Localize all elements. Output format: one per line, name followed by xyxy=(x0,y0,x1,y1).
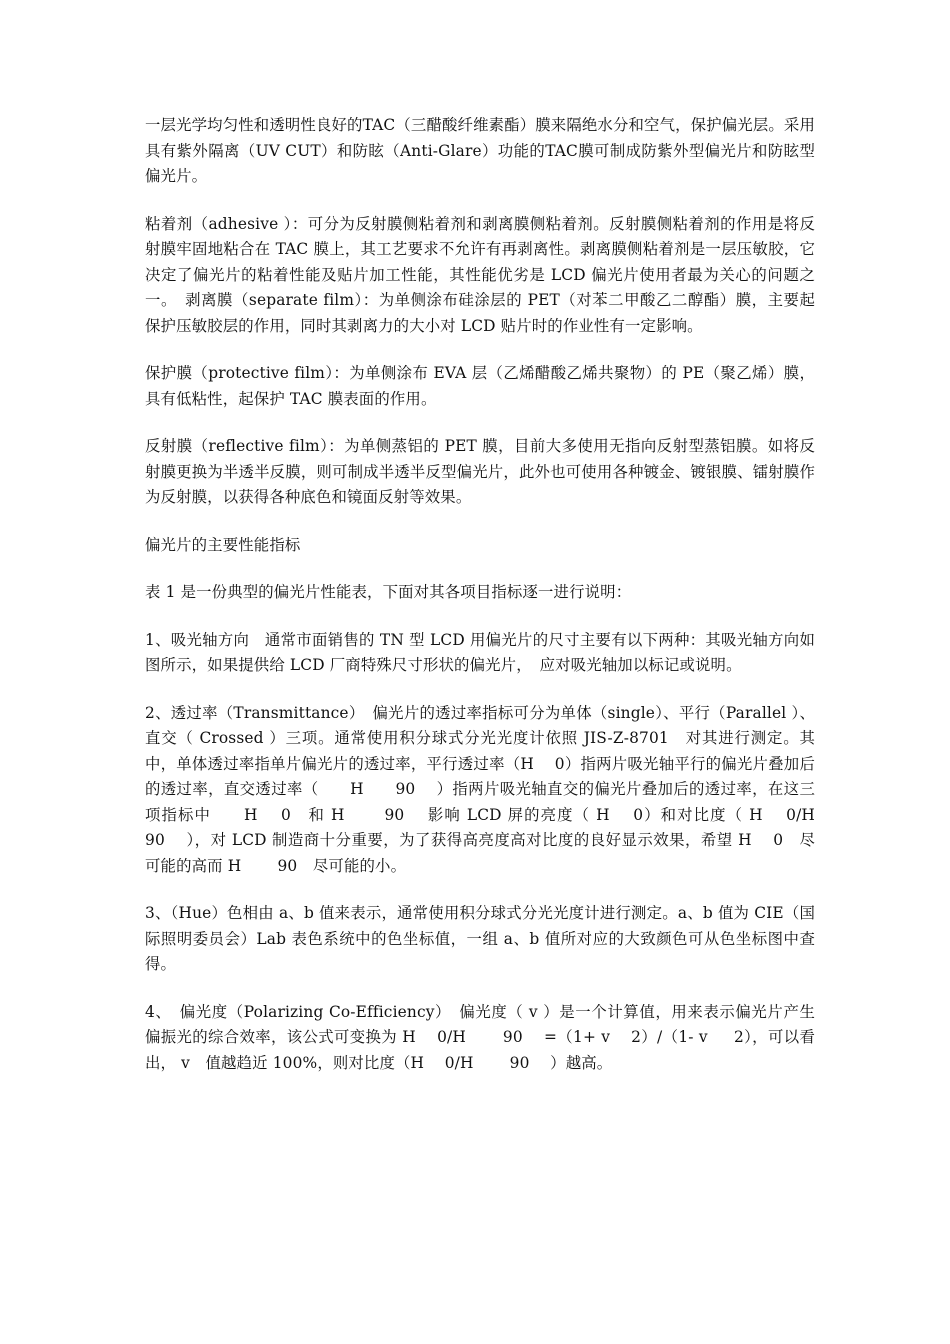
paragraph-polarizing-efficiency: 4、 偏光度（Polarizing Co-Efficiency） 偏光度（ v ）是一个计算值，用来表示偏光片产生偏振光的综合效率，该公式可变换为 H 0/H 90 =（1+ v 2）/（1- v 2），可以看出， v 值越趋近 100%，则对比度（H 0/H 90 ）越高。 xyxy=(145,1002,815,1072)
paragraph-absorption-axis: 1、吸光轴方向 通常市面销售的 TN 型 LCD 用偏光片的尺寸主要有以下两种：其吸光轴方向如图所示，如果提供给 LCD 厂商特殊尺寸形状的偏光片， 应对吸光轴加以标记或说明。 xyxy=(145,630,815,674)
paragraph-reflective-film: 反射膜（reflective film）：为单侧蒸铝的 PET 膜，目前大多使用无指向反射型蒸铝膜。如将反射膜更换为半透半反膜，则可制成半透半反型偏光片，此外也可使用各种镀金、镀银膜、镭射膜作为反射膜，以获得各种底色和镜面反射等效果。 xyxy=(145,437,815,506)
paragraph-adhesive: 粘着剂（adhesive ）：可分为反射膜侧粘着剂和剥离膜侧粘着剂。反射膜侧粘着剂的作用是将反射膜牢固地粘合在 TAC 膜上，其工艺要求不允许有再剥离性。剥离膜侧粘着剂是一层压敏胶，它决定了偏光片的粘着性能及贴片加工性能，其性能优劣是 LCD 偏光片使用者最为关心的问题之一。 剥离膜（separate film）：为单侧涂布硅涂层的 PET（对苯二甲酸乙二醇酯）膜，主要起保护压敏胶层的作用，同时其剥离力的大小对 LCD 贴片时的作业性有一定影响。 xyxy=(145,214,815,335)
paragraph-transmittance: 2、透过率（Transmittance） 偏光片的透过率指标可分为单体（single）、平行（Parallel ）、直交（ Crossed ）三项。通常使用积分球式分光光度计依照 JIS-Z-8701 对其进行测定。其中，单体透过率指单片偏光片的透过率，平行透过率（H 0）指两片吸光轴平行的偏光片叠加后的透过率，直交透过率（ H 90 ）指两片吸光轴直交的偏光片叠加后的透过率，在这三项指标中 H 0 和 H 90 影响 LCD 屏的亮度（ H 0）和对比度（ H 0/H 90 ），对 LCD 制造商十分重要，为了获得高亮度高对比度的良好显示效果，希望 H 0 尽可能的高而 H 90 尽可能的小。 xyxy=(145,703,852,875)
paragraph-hue: 3、（Hue）色相由 a、b 值来表示，通常使用积分球式分光光度计进行测定。a、b 值为 CIE（国际照明委员会）Lab 表色系统中的色坐标值，一组 a、b 值所对应的大致颜色可从色坐标图中查得。 xyxy=(145,904,815,973)
document-page xyxy=(145,113,852,1098)
section-heading-performance: 偏光片的主要性能指标 xyxy=(145,535,301,554)
paragraph-tac-film: 一层光学均匀性和透明性良好的TAC（三醋酸纤维素酯）膜来隔绝水分和空气，保护偏光层。采用具有紫外隔离（UV CUT）和防眩（Anti-Glare）功能的TAC膜可制成防紫外型偏光片和防眩型偏光片。 xyxy=(145,116,815,185)
paragraph-protective-film: 保护膜（protective film）：为单侧涂布 EVA 层（乙烯醋酸乙烯共聚物）的 PE（聚乙烯）膜，具有低粘性，起保护 TAC 膜表面的作用。 xyxy=(145,364,815,408)
paragraph-table-intro: 表 1 是一份典型的偏光片性能表，下面对其各项目指标逐一进行说明： xyxy=(145,583,632,601)
